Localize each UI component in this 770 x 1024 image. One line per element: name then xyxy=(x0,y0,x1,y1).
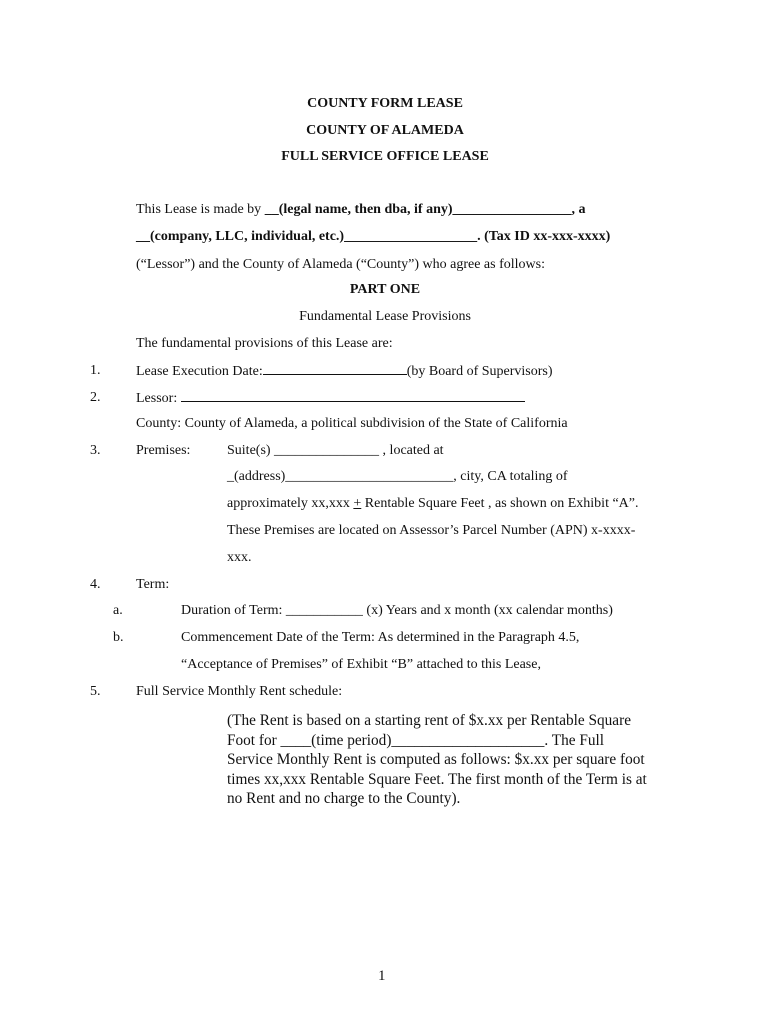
item-number-1: 1. xyxy=(90,363,101,378)
acceptance-of-premises: “Acceptance of Premises” of Exhibit “B” attached to this Lease, xyxy=(181,657,541,672)
item-number-3: 3. xyxy=(90,443,101,458)
header-title-2: COUNTY OF ALAMEDA xyxy=(306,123,464,138)
part-title: PART ONE xyxy=(349,282,421,297)
apn-line-1: These Premises are located on Assessor’s Parcel Number (APN) x-xxxx- xyxy=(227,523,636,538)
county-line: County: County of Alameda, a political subdivision of the State of California xyxy=(136,416,568,431)
square-feet-line xyxy=(227,495,639,513)
header-title-3: FULL SERVICE OFFICE LEASE xyxy=(281,149,489,164)
rent-line: Service Monthly Rent is computed as follows: $x.xx per square foot xyxy=(227,751,645,768)
intro-made-by xyxy=(136,201,586,219)
duration-of-term: Duration of Term: ___________ (x) Years and x month (xx calendar months) xyxy=(181,603,613,618)
rent-line: (The Rent is based on a starting rent of $x.xx per Rentable Square xyxy=(227,712,631,729)
item-number-4: 4. xyxy=(90,577,101,592)
lease-execution-date-label: Lease Execution Date: xyxy=(136,364,263,379)
rent-line: times xx,xxx Rentable Square Feet. The first month of the Term is at xyxy=(227,770,647,788)
provisions-lead: The fundamental provisions of this Lease are: xyxy=(136,336,393,351)
lease-execution-date xyxy=(136,362,553,381)
sqft-suffix: Rentable Square Feet , as shown on Exhibit “A”. xyxy=(361,496,639,511)
sub-item-a: a. xyxy=(113,603,123,618)
commencement-date: Commencement Date of the Term: As determined in the Paragraph 4.5, xyxy=(181,630,580,645)
address-line: _(address)________________________, city, CA totaling of xyxy=(227,469,568,484)
company-type-field: __(company, LLC, individual, etc.)___________________. (Tax ID xx-xxx-xxxx) xyxy=(136,229,611,244)
lessor-label: Lessor: xyxy=(136,391,181,406)
header-title-1: COUNTY FORM LEASE xyxy=(307,96,463,111)
apn-line-2: xxx. xyxy=(227,550,252,565)
suite-line: Suite(s) _______________ , located at xyxy=(227,443,444,458)
legal-name-field: __(legal name, then dba, if any)_________________, a xyxy=(264,202,586,217)
page-number: 1 xyxy=(378,968,386,984)
plus-minus-sign: + xyxy=(353,496,362,511)
premises-label: Premises: xyxy=(136,443,191,458)
part-subtitle: Fundamental Lease Provisions xyxy=(299,309,471,324)
lessor-line: (“Lessor”) and the County of Alameda (“County”) who agree as follows: xyxy=(136,257,545,272)
execution-date-suffix: (by Board of Supervisors) xyxy=(406,364,553,379)
sub-item-b: b. xyxy=(113,630,124,645)
rent-paragraph xyxy=(227,711,687,809)
lessor-field xyxy=(136,389,525,408)
lessor-blank xyxy=(181,389,525,402)
item-number-5: 5. xyxy=(90,684,101,699)
rent-line: no Rent and no charge to the County). xyxy=(227,790,461,807)
intro-made-by-prefix: This Lease is made by xyxy=(136,202,265,217)
monthly-rent-label: Full Service Monthly Rent schedule: xyxy=(136,684,343,699)
rent-line: Foot for ____(time period)____________________. The Full xyxy=(227,731,605,749)
execution-date-blank xyxy=(263,362,407,375)
term-label: Term: xyxy=(136,577,170,592)
sqft-prefix: approximately xx,xxx xyxy=(227,496,354,511)
item-number-2: 2. xyxy=(90,390,101,405)
